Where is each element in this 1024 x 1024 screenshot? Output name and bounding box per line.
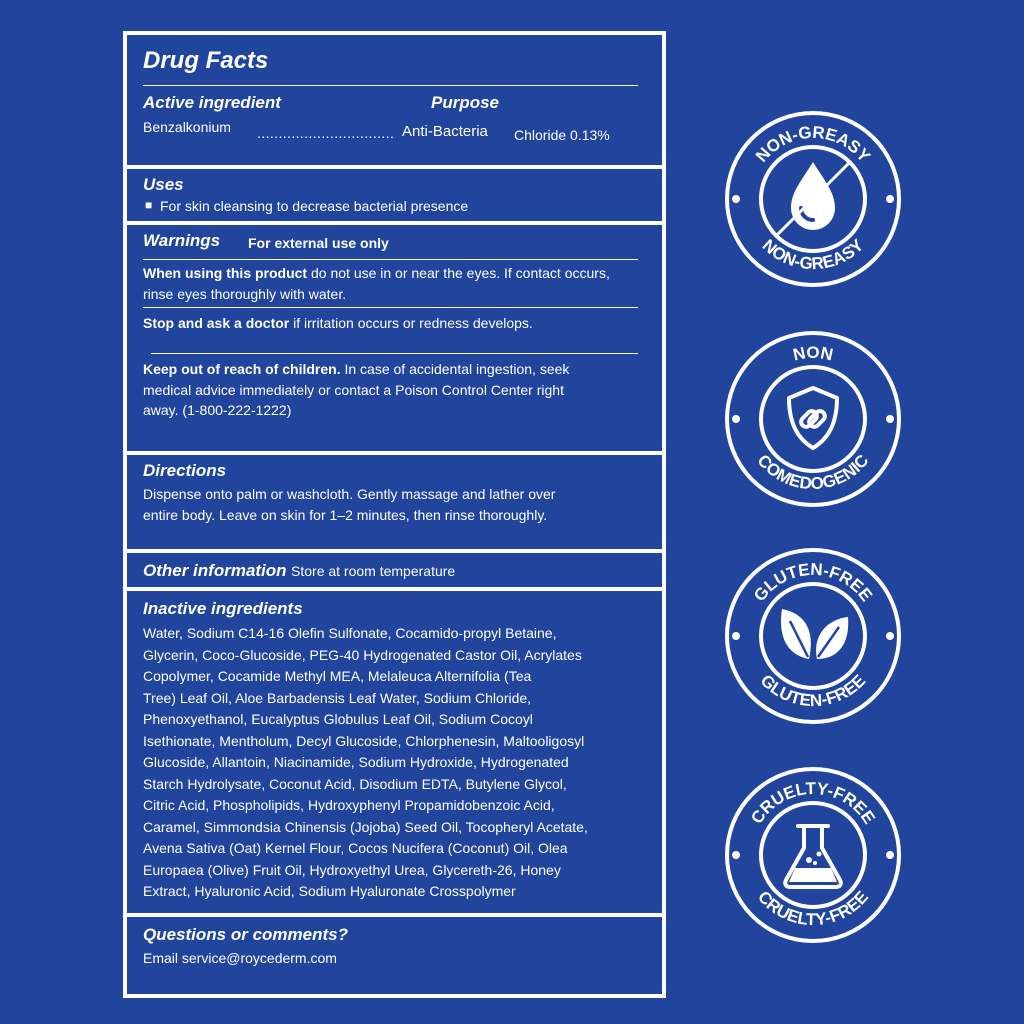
leaves-icon [781,609,848,659]
divider [151,353,638,354]
when-using-bold: When using this product [143,265,308,281]
other-information-section [127,553,662,591]
ingredient-line: Citric Acid, Phospholipids, Hydroxyphenyl Propamidobenzoic Acid, [143,797,555,813]
ingredient-line: Caramel, Simmondsia Chinensis (Jojoba) Seed Oil, Tocopheryl Acetate, [143,818,588,835]
keep-out-line3: away. (1-800-222-1222) [143,402,292,418]
ingredient-line: Water, Sodium C14-16 Olefin Sulfonate, Cocamido-propyl Betaine, [143,625,557,641]
questions-email[interactable]: Email service@roycederm.com [143,950,337,966]
directions-heading: Directions [143,461,227,480]
gluten-free-badge [724,547,902,725]
warnings-section [127,225,662,455]
droplet-icon [777,162,849,235]
keep-out-bold: Keep out of reach of children. [143,361,341,377]
ingredient-line: Copolymer, Cocamide Methyl MEA, Melaleuca Alternifolia (Tea [143,668,532,684]
svg-text:NON-GREASY [759,235,868,273]
ingredient-line: Isethionate, Mentholum, Decyl Glucoside, Chlorphenesin, Maltooligosyl [143,732,585,749]
drug-facts-panel [123,31,666,998]
ingredient-line: Avena Sativa (Oat) Kernel Flour, Cocos Nucifera (Coconut) Oil, Olea [143,840,568,856]
badge-top-text: GLUTEN-FREE [750,559,877,606]
svg-text:NON [791,343,835,365]
other-information-heading: Other information [143,561,287,580]
ingredient-line: Glucoside, Allantoin, Niacinamide, Sodium Hydroxide, Hydrogenated [143,754,569,770]
uses-section [127,169,662,225]
questions-heading: Questions or comments? [143,925,348,944]
bullet-icon: ■ [145,198,153,212]
inactive-ingredients-section [127,591,662,917]
badge-top-text: NON [791,343,835,365]
active-ingredient-suffix: Chloride 0.13% [514,127,610,143]
stop-ask-text: if irritation occurs or redness develops. [293,315,533,331]
divider [143,307,638,308]
stop-ask-paragraph [143,313,533,334]
other-information-text: Store at room temperature [291,563,456,579]
ingredient-line: Glycerin, Coco-Glucoside, PEG-40 Hydrogenated Castor Oil, Acrylates [143,646,582,663]
svg-text:NON-GREASY [752,123,874,167]
ingredient-line: Tree) Leaf Oil, Aloe Barbadensis Leaf Water, Sodium Chloride, [143,689,532,706]
cruelty-free-badge [724,766,902,944]
badge-bottom-text: COMEDOGENIC [753,450,873,494]
badge-bottom-text: GLUTEN-FREE [756,670,870,711]
purpose-heading: Purpose [431,93,500,112]
directions-line2: entire body. Leave on skin for 1–2 minutes, then rinse thoroughly. [143,506,548,523]
uses-text: For skin cleansing to decrease bacterial presence [160,198,469,214]
svg-text:GLUTEN-FREE [757,671,870,710]
when-using-paragraph [143,263,655,304]
keep-out-paragraph [143,359,655,421]
when-using-line1: do not use in or near the eyes. If contact occurs, [311,265,610,281]
stop-ask-bold: Stop and ask a doctor [143,315,290,331]
ingredient-line: Europaea (Olive) Fruit Oil, Hydroxyethyl Urea, Glycereth-26, Honey [143,861,561,878]
dot-leader: ................................ [257,125,395,141]
active-ingredient-name: Benzalkonium [143,119,231,135]
directions-text [143,484,555,525]
ingredient-line: Extract, Hyaluronic Acid, Sodium Hyaluronate Crosspolymer [143,883,516,899]
badge-top-text: CRUELTY-FREE [747,778,879,828]
directions-line1: Dispense onto palm or washcloth. Gently massage and lather over [143,486,556,502]
inactive-ingredients-list [143,623,588,903]
other-information-row [143,561,455,582]
purpose-text: Anti-Bacteria [402,123,488,140]
active-ingredient-heading: Active ingredient [143,93,281,112]
inactive-ingredients-heading: Inactive ingredients [143,599,303,618]
warnings-heading: Warnings [143,231,221,250]
keep-out-line1: In case of accidental ingestion, seek [344,361,570,377]
when-using-line2: rinse eyes thoroughly with water. [143,285,347,302]
shield-chain-icon [789,388,837,448]
drug-facts-header-section [127,35,662,169]
flask-icon [785,826,841,887]
badge-bottom-text: CRUELTY-FREE [753,887,873,930]
directions-section [127,455,662,553]
uses-heading: Uses [143,175,184,194]
non-greasy-badge [724,110,902,288]
drug-facts-title: Drug Facts [143,47,269,74]
external-use-note: For external use only [248,235,389,251]
ingredient-line: Phenoxyethanol, Eucalyptus Globulus Leaf Oil, Sodium Cocoyl [143,711,533,727]
divider [143,259,638,260]
keep-out-line2: medical advice immediately or contact a Poison Control Center right [143,381,564,398]
non-comedogenic-badge [724,330,902,508]
badge-top-text: NON-GREASY [752,122,875,166]
divider [143,85,638,86]
badge-bottom-text: NON-GREASY [758,235,868,274]
ingredient-line: Starch Hydrolysate, Coconut Acid, Disodium EDTA, Butylene Glycol, [143,775,567,792]
